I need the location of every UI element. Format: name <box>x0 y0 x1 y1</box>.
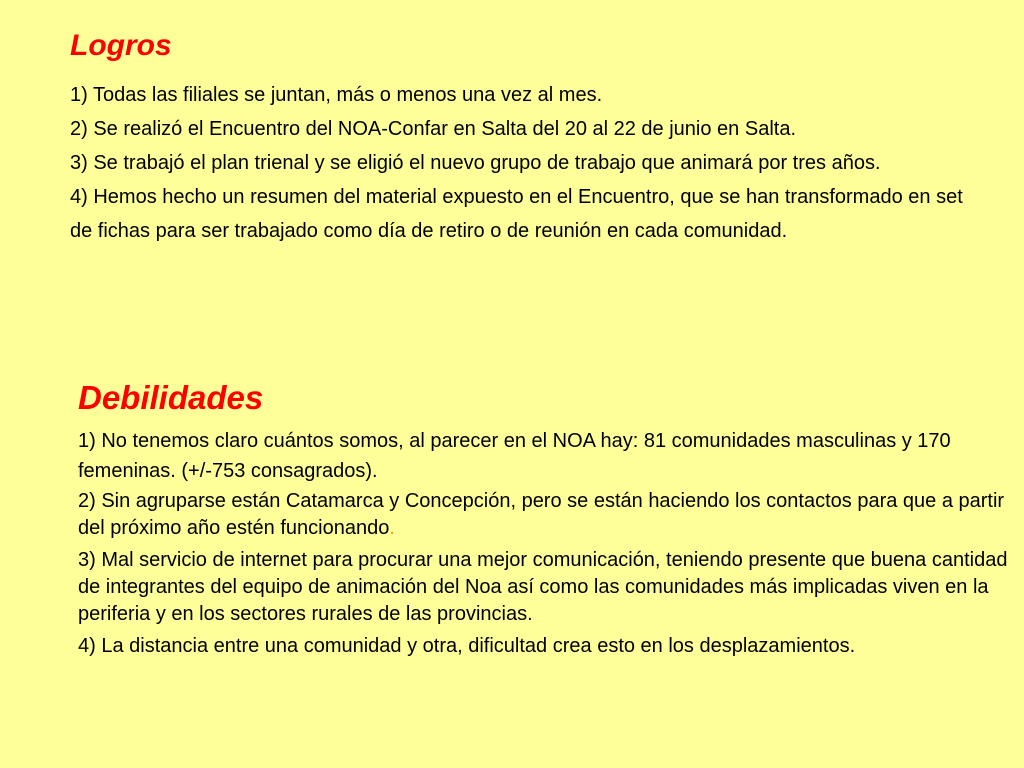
debilidades-item-1: 1) No tenemos claro cuántos somos, al parecer en el NOA hay: 81 comunidades masculinas y 170 femeninas. (+/-753 consagrados). <box>78 430 951 482</box>
logros-title: Logros <box>70 29 172 62</box>
logros-item-2: 2) Se realizó el Encuentro del NOA-Confar en Salta del 20 al 22 de junio en Salta. <box>70 118 796 140</box>
debilidades-title: Debilidades <box>78 379 264 416</box>
debilidades-item-4: 4) La distancia entre una comunidad y otra, dificultad crea esto en los desplazamientos. <box>78 635 856 657</box>
debilidades-list <box>78 426 1008 660</box>
logros-item-4: 4) Hemos hecho un resumen del material expuesto en el Encuentro, que se han transformado en set de fichas para ser trabajado como día de retiro o de reunión en cada comunidad. <box>70 186 963 242</box>
debilidades-item-2-text: 2) Sin agruparse están Catamarca y Concepción, pero se están haciendo los contactos para que a partir del próximo año estén funcionando <box>78 490 1005 539</box>
logros-list <box>70 78 970 248</box>
debilidades-item-2 <box>78 488 1008 542</box>
debilidades-item-2-suffix: . <box>389 517 395 539</box>
logros-item-1: 1) Todas las filiales se juntan, más o menos una vez al mes. <box>70 84 603 106</box>
debilidades-item-3: 3) Mal servicio de internet para procurar una mejor comunicación, teniendo presente que buena cantidad de integrantes del equipo de animación del Noa así como las comunidades más implicadas viven en la periferia y en los sectores rurales de las provincias. <box>78 549 1008 625</box>
logros-item-3: 3) Se trabajó el plan trienal y se eligió el nuevo grupo de trabajo que animará por tres años. <box>70 152 881 174</box>
